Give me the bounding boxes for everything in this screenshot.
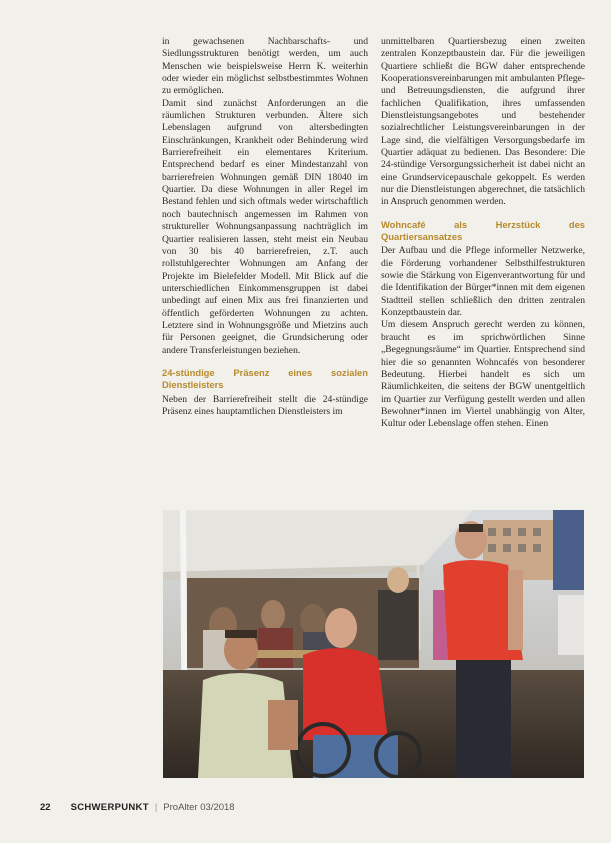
- right-text-column: [381, 36, 585, 431]
- page-number: 22: [40, 801, 51, 813]
- page-footer: [40, 800, 235, 814]
- paragraph: Neben der Barrierefreiheit stellt die 24-stündige Präsenz eines hauptamtlichen Dienstleisters im: [162, 393, 368, 417]
- magazine-issue: ProAlter 03/2018: [163, 801, 235, 813]
- event-photo-illustration: [163, 510, 584, 778]
- paragraph: Damit sind zunächst Anforderungen an die räumlichen Strukturen verbunden. Ältere sich Lebenslagen aufgrund von altersbedingten Einschränkungen, Krankheit oder Behinderung wird Barrierefreiheit ein elementares Kriterium. Entsprechend bedarf es einer Mindestanzahl von barrierefreien Wohnungen gemäß DIN 18040 im Quartier. Da diese Wohnungen in aller Regel im Bestand fehlen und sich oftmals weder wirtschaftlich noch bautechnisch angemessen im Rahmen von struktureller Wohnungsanpassung nachträglich im Quartier realisieren lassen, steht meist ein Neubau von 30 bis 40 barrierefreien, z.T. auch rollstuhlgerechter Wohnungen am Anfang der Projekte im Bielefelder Modell. Mit Blick auf die unterschiedlichen Einkommensgruppen ist dabei unbedingt auf einen Mix aus frei finanzierten und öffentlich geförderten Wohnungen zu achten. Letztere sind in Wohnungsgröße und Mietzins auch für Personen geeignet, die Grundsicherung oder andere Transferleistungen beziehen.: [162, 97, 368, 356]
- paragraph: unmittelbaren Quartiersbezug einen zweiten zentralen Konzeptbaustein dar. Für die jeweiligen Quartiere schließt die BGW daher entsprechende Kooperationsvereinbarungen mit ambulanten Pflege- und Betreuungsdiensten, die aufgrund ihrer fachlichen Qualifikation, ihres umfassenden Dienstleistungsangebotes und bestehender sozialrechtlicher Leistungsvereinbarungen in der Lage sind, die vielfältigen Versorgungsbedarfe im Quartier adäquat zu bedienen. Das Besondere: Die 24-stündige Versorgungssicherheit ist dabei nicht an eine Grundservicepauschale gekoppelt. Es werden nur die Dienstleistungen abgerechnet, die tatsächlich in Anspruch genommen werden.: [381, 36, 585, 208]
- subheading: Wohncafé als Herzstück des Quartiersansatzes: [381, 218, 585, 243]
- paragraph: Um diesem Anspruch gerecht werden zu können, braucht es im sprichwörtlichen Sinne „Begegnungsräume“ im Quartier. Entsprechend sind hier die so genannten Wohncafés von besonderer Bedeutung. Hierbei handelt es sich um Räumlichkeiten, die seitens der BGW unentgeltlich im Quartier zur Verfügung gestellt werden und allen Bewohner*innen im Viertel unabhängig von Alter, Kultur oder Lebenslage offen stehen. Einen: [381, 319, 585, 430]
- section-label: SCHWERPUNKT: [70, 801, 149, 813]
- left-text-column: [162, 36, 368, 418]
- paragraph: Der Aufbau und die Pflege informeller Netzwerke, die Förderung vorhandener Selbsthilfestrukturen sowie die Stärkung von Eigenverantwortung für und die Identifikation der Bürger*innen mit dem eigenen Stadtteil stellen schließlich den dritten zentralen Konzeptbaustein dar.: [381, 245, 585, 319]
- paragraph: in gewachsenen Nachbarschafts- und Siedlungsstrukturen benötigt werden, um auch Menschen wie beispielsweise Herrn K. weiterhin oder wieder ein möglichst selbstbestimmtes Wohnen zu ermöglichen.: [162, 36, 368, 97]
- footer-separator: |: [154, 801, 158, 813]
- subheading: 24-stündige Präsenz eines sozialen Dienstleisters: [162, 366, 368, 391]
- event-photo: [163, 510, 584, 778]
